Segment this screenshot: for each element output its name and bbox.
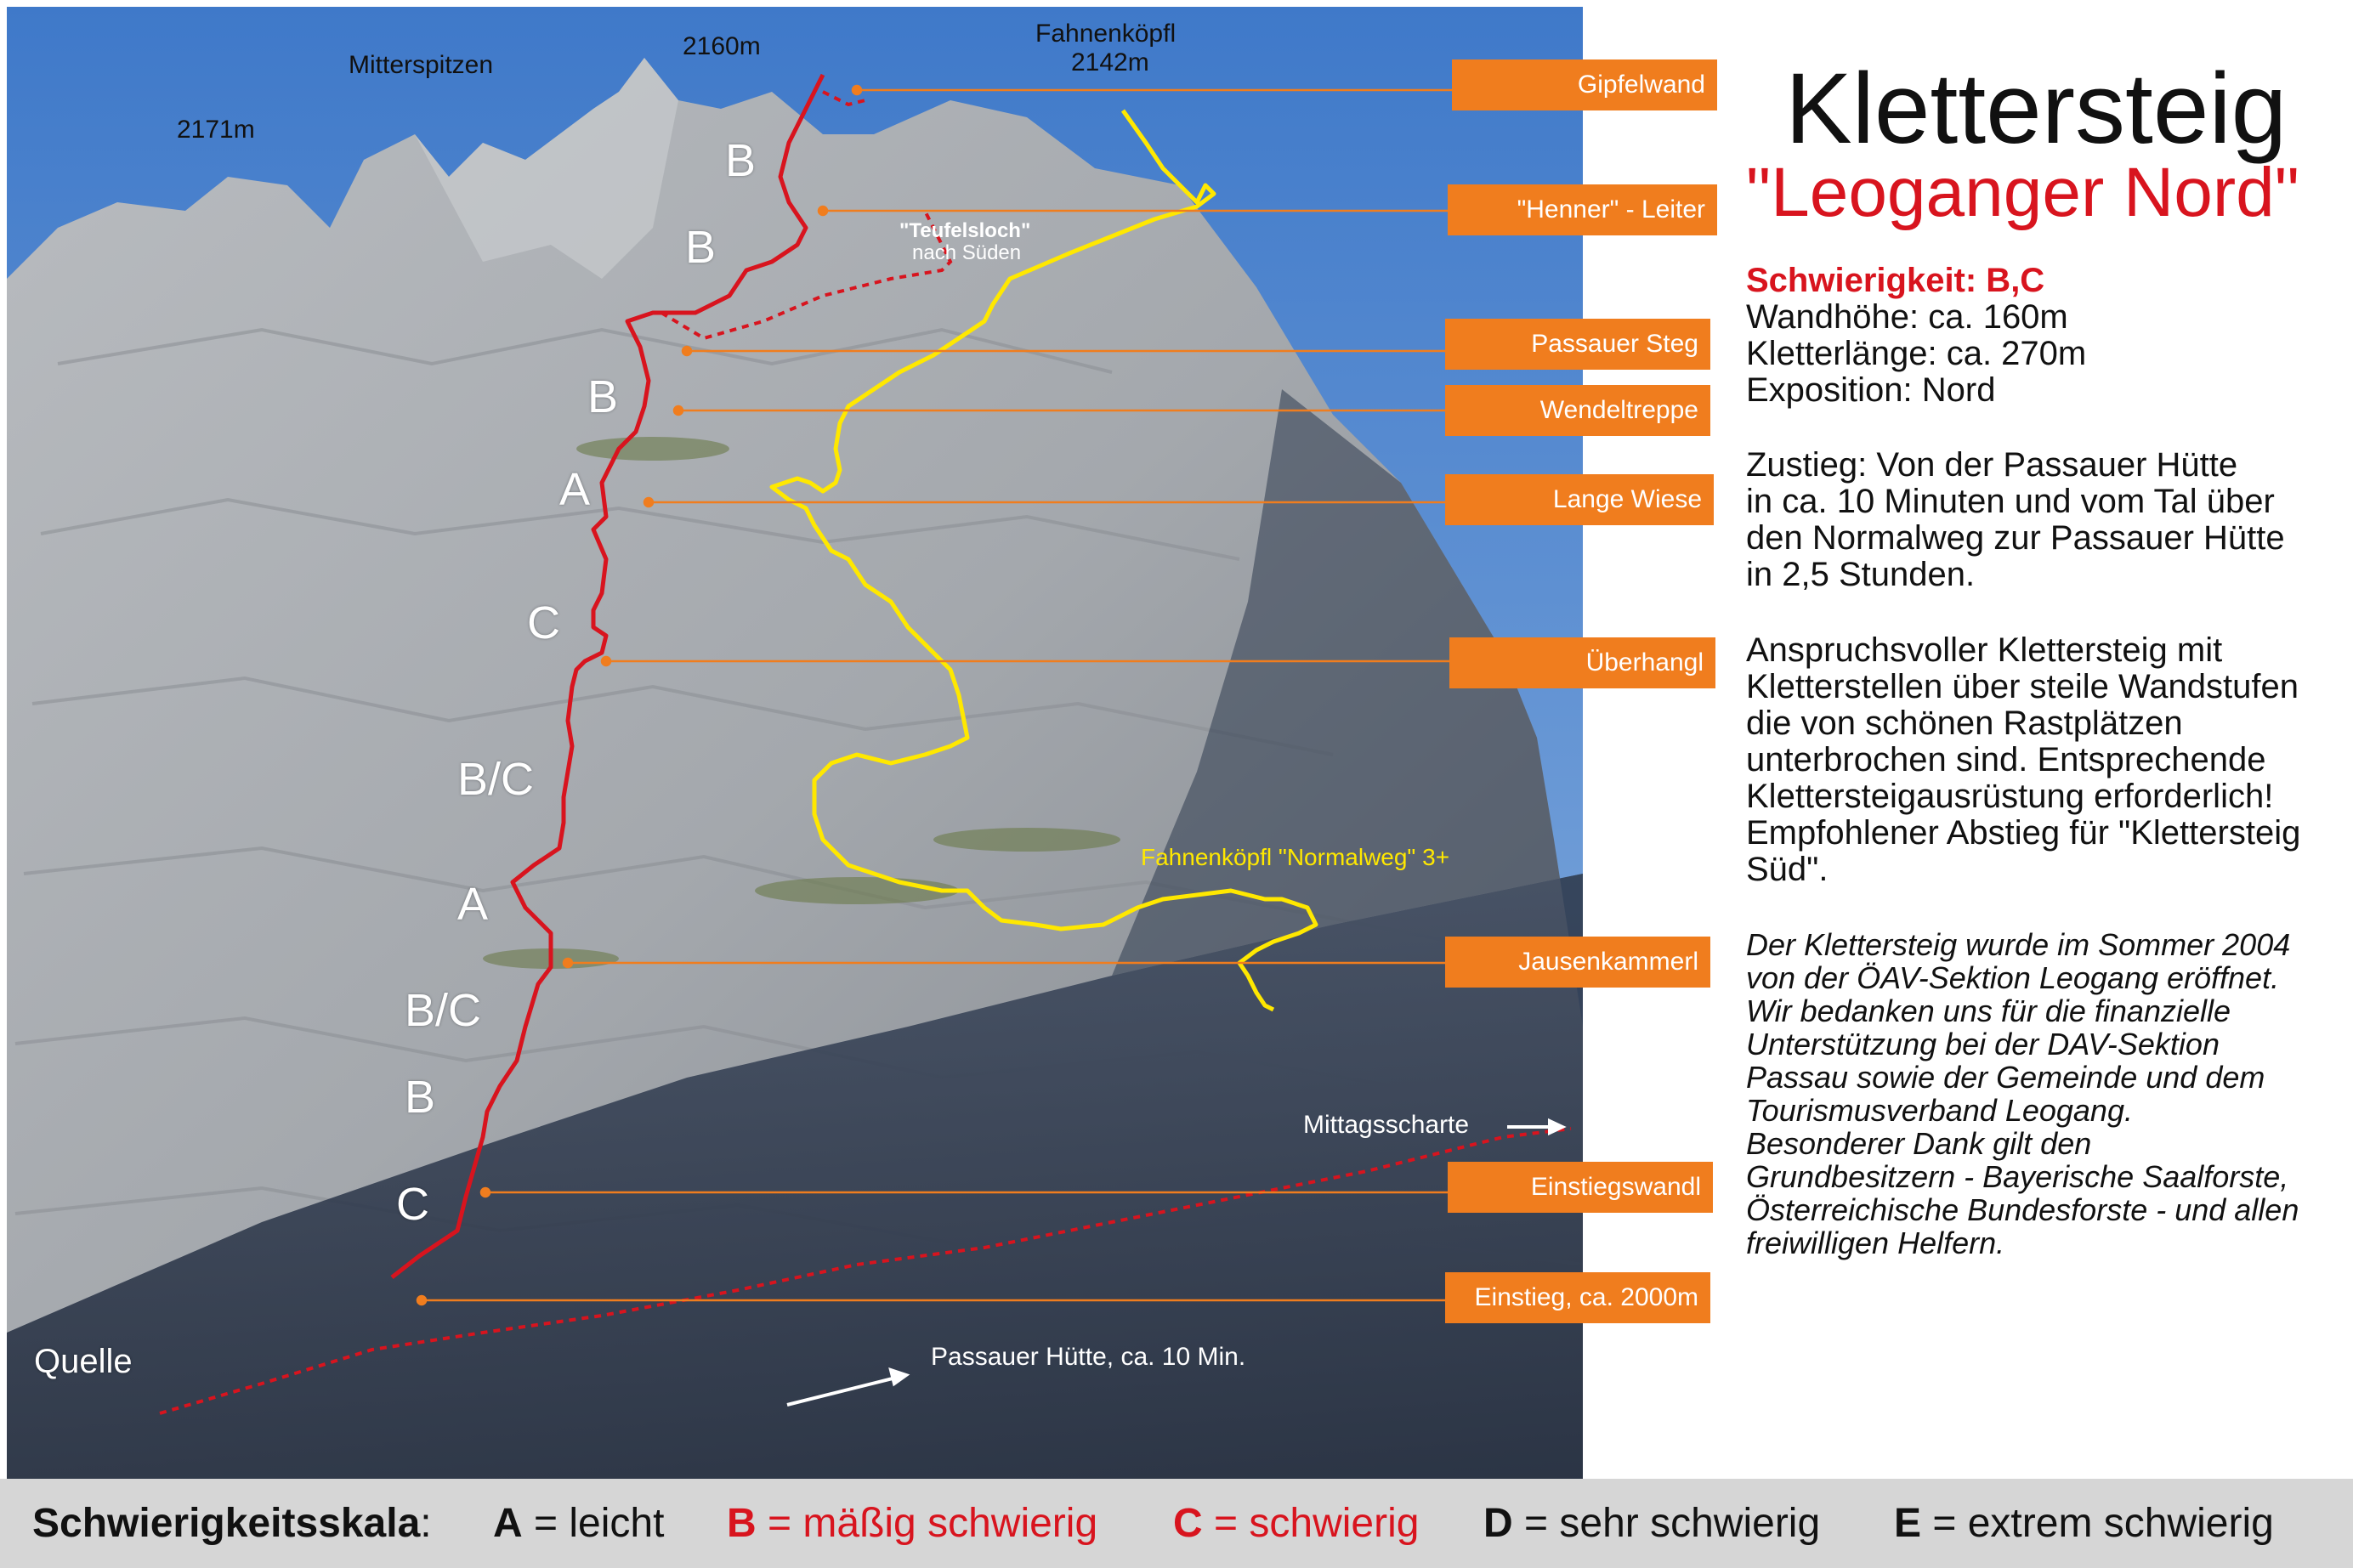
thanks-line: Österreichische Bundesforste - und allen	[1746, 1192, 2299, 1227]
peak-fahnenkoepfl: Fahnenköpfl	[1035, 20, 1176, 48]
legend-text-e: = extrem schwierig	[1932, 1501, 2274, 1546]
thanks-line: Passau sowie der Gemeinde und dem	[1746, 1060, 2265, 1095]
zustieg-line: den Normalweg zur Passauer Hütte	[1746, 519, 2285, 557]
legend-title-wrap	[32, 1479, 432, 1568]
description-text	[1746, 632, 2300, 888]
description-line: Süd".	[1746, 851, 1829, 888]
description-line: die von schönen Rastplätzen	[1746, 705, 2183, 742]
mountain-photo	[7, 7, 1583, 1479]
grade-label: A	[559, 464, 591, 515]
thanks-line: Wir bedanken uns für die finanzielle	[1746, 993, 2231, 1028]
legend-colon: :	[420, 1501, 432, 1546]
legend-key-b: B	[727, 1501, 757, 1546]
thanks-text	[1746, 928, 2299, 1259]
thanks-line: Der Klettersteig wurde im Sommer 2004	[1746, 927, 2291, 962]
grade-label: B/C	[457, 754, 535, 805]
description-line: Empfohlener Abstieg für "Klettersteig	[1746, 814, 2301, 852]
subtitle: "Leoganger Nord"	[1746, 154, 2299, 231]
label-gipfelwand: Gipfelwand	[1452, 59, 1717, 110]
thanks-line: Unterstützung bei der DAV-Sektion	[1746, 1027, 2220, 1061]
legend-text-b: = mäßig schwierig	[768, 1501, 1098, 1546]
legend-title: Schwierigkeitsskala	[32, 1501, 421, 1546]
title: Klettersteig	[1785, 53, 2288, 165]
thanks-line: Besonderer Dank gilt den	[1746, 1126, 2092, 1161]
label-einstieg: Einstieg, ca. 2000m	[1445, 1272, 1710, 1323]
legend-text-d: = sehr schwierig	[1524, 1501, 1821, 1546]
fact-line: Wandhöhe: ca. 160m	[1746, 298, 2068, 336]
label-wendeltreppe: Wendeltreppe	[1445, 385, 1710, 436]
teufelsloch-label: "Teufelsloch"	[899, 219, 1031, 242]
legend-text-a: = leicht	[534, 1501, 665, 1546]
fact-line: Exposition: Nord	[1746, 371, 1996, 409]
thanks-line: Tourismusverband Leogang.	[1746, 1093, 2133, 1128]
legend-item-d	[1483, 1479, 1820, 1568]
grade-label: C	[396, 1179, 429, 1230]
peak-altitude-2171: 2171m	[177, 116, 255, 144]
normalweg-label: Fahnenköpfl "Normalweg" 3+	[1141, 844, 1450, 870]
thanks-line: Grundbesitzern - Bayerische Saalforste,	[1746, 1159, 2289, 1194]
grade-label: B	[405, 1072, 436, 1123]
label-henner-leiter: "Henner" - Leiter	[1448, 184, 1717, 235]
description-line: Klettersteigausrüstung erforderlich!	[1746, 778, 2274, 815]
label-passauer-steg: Passauer Steg	[1445, 319, 1710, 370]
legend-item-c	[1173, 1479, 1419, 1568]
grade-label: B	[587, 371, 619, 422]
grade-label: B/C	[405, 985, 482, 1036]
description-line: Anspruchsvoller Klettersteig mit	[1746, 631, 2223, 669]
passauer-huette-label: Passauer Hütte, ca. 10 Min.	[931, 1343, 1246, 1371]
legend-item-b	[727, 1479, 1097, 1568]
zustieg-line: Zustieg: Von der Passauer Hütte	[1746, 446, 2238, 484]
label-jausenkammerl: Jausenkammerl	[1445, 937, 1710, 988]
peak-altitude-2142: 2142m	[1071, 48, 1149, 76]
fact-line: Kletterlänge: ca. 270m	[1746, 335, 2087, 372]
legend-item-a	[493, 1479, 664, 1568]
zustieg-line: in 2,5 Stunden.	[1746, 556, 1976, 593]
facts	[1746, 299, 2086, 409]
mittagsscharte-label: Mittagsscharte	[1303, 1111, 1470, 1139]
legend-key-e: E	[1894, 1501, 1922, 1546]
grade-label: A	[457, 879, 489, 930]
description-line: unterbrochen sind. Entsprechende	[1746, 741, 2266, 778]
peak-mitterspitzen: Mitterspitzen	[349, 51, 494, 79]
grade-label: B	[685, 222, 717, 273]
peak-altitude-2160: 2160m	[683, 32, 761, 60]
grade-label: C	[527, 597, 560, 648]
difficulty-legend	[0, 1479, 2353, 1568]
legend-text-c: = schwierig	[1214, 1501, 1420, 1546]
label-ueberhangl: Überhangl	[1449, 637, 1715, 688]
grade-label: B	[725, 135, 757, 186]
legend-key-d: D	[1483, 1501, 1513, 1546]
legend-key-c: C	[1173, 1501, 1203, 1546]
label-lange-wiese: Lange Wiese	[1445, 474, 1714, 525]
legend-item-e	[1894, 1479, 2274, 1568]
teufelsloch-sub-label: nach Süden	[912, 241, 1022, 264]
label-einstiegswandl: Einstiegswandl	[1448, 1162, 1713, 1213]
photo-credit-quelle: Quelle	[34, 1343, 133, 1380]
zustieg-text	[1746, 447, 2285, 593]
rock-face-illustration	[7, 7, 1583, 1479]
thanks-line: von der ÖAV-Sektion Leogang eröffnet.	[1746, 960, 2280, 995]
zustieg-line: in ca. 10 Minuten und vom Tal über	[1746, 483, 2275, 520]
thanks-line: freiwilligen Helfern.	[1746, 1226, 2005, 1260]
difficulty: Schwierigkeit: B,C	[1746, 262, 2045, 299]
legend-key-a: A	[493, 1501, 523, 1546]
description-line: Kletterstellen über steile Wandstufen	[1746, 668, 2299, 705]
